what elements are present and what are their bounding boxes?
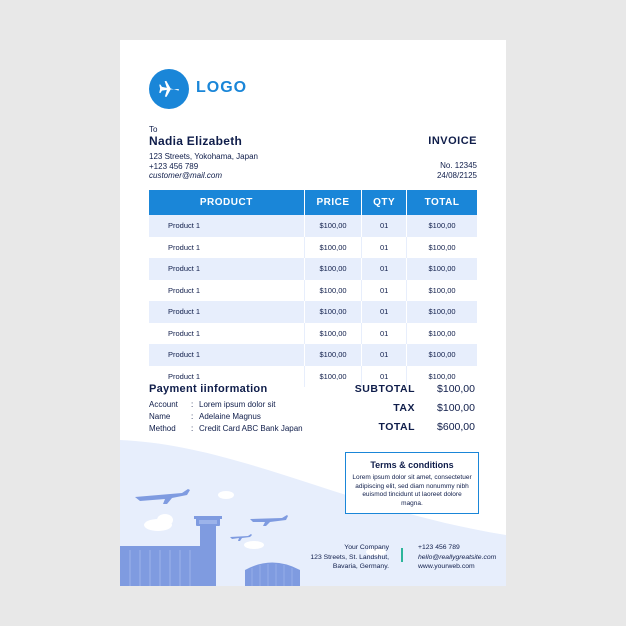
tax-label: TAX (393, 402, 415, 414)
header-price: PRICE (304, 190, 362, 215)
invoice-number: No. 12345 (440, 161, 477, 170)
summary-tax (393, 402, 475, 414)
terms-text: Lorem ipsum dolor sit amet, consectetuer adipiscing elit, sed diam nonummy nibh euismod tincidunt ut laoreet dolore magna. (352, 474, 472, 507)
tower-windows (199, 520, 217, 524)
logo-text: LOGO (196, 79, 248, 96)
terms-box (345, 452, 479, 514)
footer-address-line2: Bavaria, Germany. (332, 563, 389, 570)
items-table (149, 190, 477, 387)
subtotal-value: $100,00 (437, 383, 475, 395)
footer-contact (418, 543, 496, 572)
footer-web[interactable]: www.yourweb.com (418, 563, 475, 570)
terminal-building (120, 546, 208, 586)
cell-product: Product 1 (149, 344, 304, 366)
cell-product: Product 1 (149, 215, 304, 237)
payment-label: Method (149, 424, 176, 433)
table-row (149, 280, 477, 302)
payment-label: Account (149, 400, 178, 409)
cell-total: $100,00 (407, 258, 477, 280)
cell-product: Product 1 (149, 258, 304, 280)
invoice-date: 24/08/2125 (436, 171, 477, 180)
cell-price: $100,00 (304, 215, 362, 237)
cell-qty: 01 (362, 344, 407, 366)
cell-price: $100,00 (304, 344, 362, 366)
logo-badge (149, 69, 189, 109)
total-value: $600,00 (437, 421, 475, 433)
footer-address (310, 543, 389, 572)
footer-company: Your Company (344, 544, 389, 551)
header-qty: QTY (362, 190, 407, 215)
footer-divider (401, 548, 403, 562)
payment-colon: : (191, 400, 194, 409)
client-address: 123 Streets, Yokohama, Japan (149, 152, 258, 161)
cell-total: $100,00 (407, 366, 477, 388)
cell-total: $100,00 (407, 323, 477, 345)
cell-product: Product 1 (149, 301, 304, 323)
footer-email[interactable]: hello@reallygreatsite.com (418, 553, 497, 561)
total-label: TOTAL (378, 421, 415, 433)
cell-price: $100,00 (304, 323, 362, 345)
cell-total: $100,00 (407, 237, 477, 259)
payment-row-account (149, 400, 275, 409)
header-product: PRODUCT (149, 190, 304, 215)
table-row (149, 344, 477, 366)
cell-product: Product 1 (149, 280, 304, 302)
cell-total: $100,00 (407, 215, 477, 237)
cell-price: $100,00 (304, 366, 362, 388)
terms-title: Terms & conditions (370, 460, 454, 470)
table-row (149, 301, 477, 323)
table-row (149, 258, 477, 280)
subtotal-label: SUBTOTAL (354, 383, 415, 395)
payment-row-method (149, 424, 303, 433)
cell-product: Product 1 (149, 366, 304, 388)
cell-qty: 01 (362, 301, 407, 323)
to-label: To (149, 125, 158, 134)
footer-phone: +123 456 789 (418, 544, 460, 551)
cell-total: $100,00 (407, 301, 477, 323)
cell-product: Product 1 (149, 323, 304, 345)
cell-qty: 01 (362, 215, 407, 237)
tax-value: $100,00 (437, 402, 475, 414)
payment-colon: : (191, 412, 194, 421)
summary-subtotal (355, 383, 475, 395)
cell-qty: 01 (362, 237, 407, 259)
summary-total (378, 421, 475, 433)
header-total: TOTAL (407, 190, 477, 215)
cell-price: $100,00 (304, 237, 362, 259)
airplane-icon (156, 76, 182, 102)
cell-price: $100,00 (304, 280, 362, 302)
cell-qty: 01 (362, 258, 407, 280)
payment-label: Name (149, 412, 171, 421)
cell-total: $100,00 (407, 344, 477, 366)
cell-qty: 01 (362, 323, 407, 345)
payment-title: Payment iinformation (149, 383, 268, 395)
client-email: customer@mail.com (149, 171, 223, 180)
cell-product: Product 1 (149, 237, 304, 259)
cell-total: $100,00 (407, 280, 477, 302)
payment-value: Lorem ipsum dolor sit (199, 400, 276, 409)
invoice-page (120, 40, 506, 586)
cell-price: $100,00 (304, 301, 362, 323)
payment-row-name (149, 412, 261, 421)
cell-qty: 01 (362, 366, 407, 388)
payment-value: Credit Card ABC Bank Japan (199, 424, 303, 433)
invoice-title: INVOICE (428, 135, 477, 147)
cell-price: $100,00 (304, 258, 362, 280)
table-row (149, 323, 477, 345)
cell-qty: 01 (362, 280, 407, 302)
footer-address-line1: 123 Streets, St. Landshut, (310, 553, 389, 561)
client-name: Nadia Elizabeth (149, 134, 243, 148)
payment-colon: : (191, 424, 194, 433)
table-header-row (149, 190, 477, 215)
table-row (149, 215, 477, 237)
payment-value: Adelaine Magnus (199, 412, 261, 421)
table-row (149, 237, 477, 259)
client-phone: +123 456 789 (149, 162, 199, 171)
